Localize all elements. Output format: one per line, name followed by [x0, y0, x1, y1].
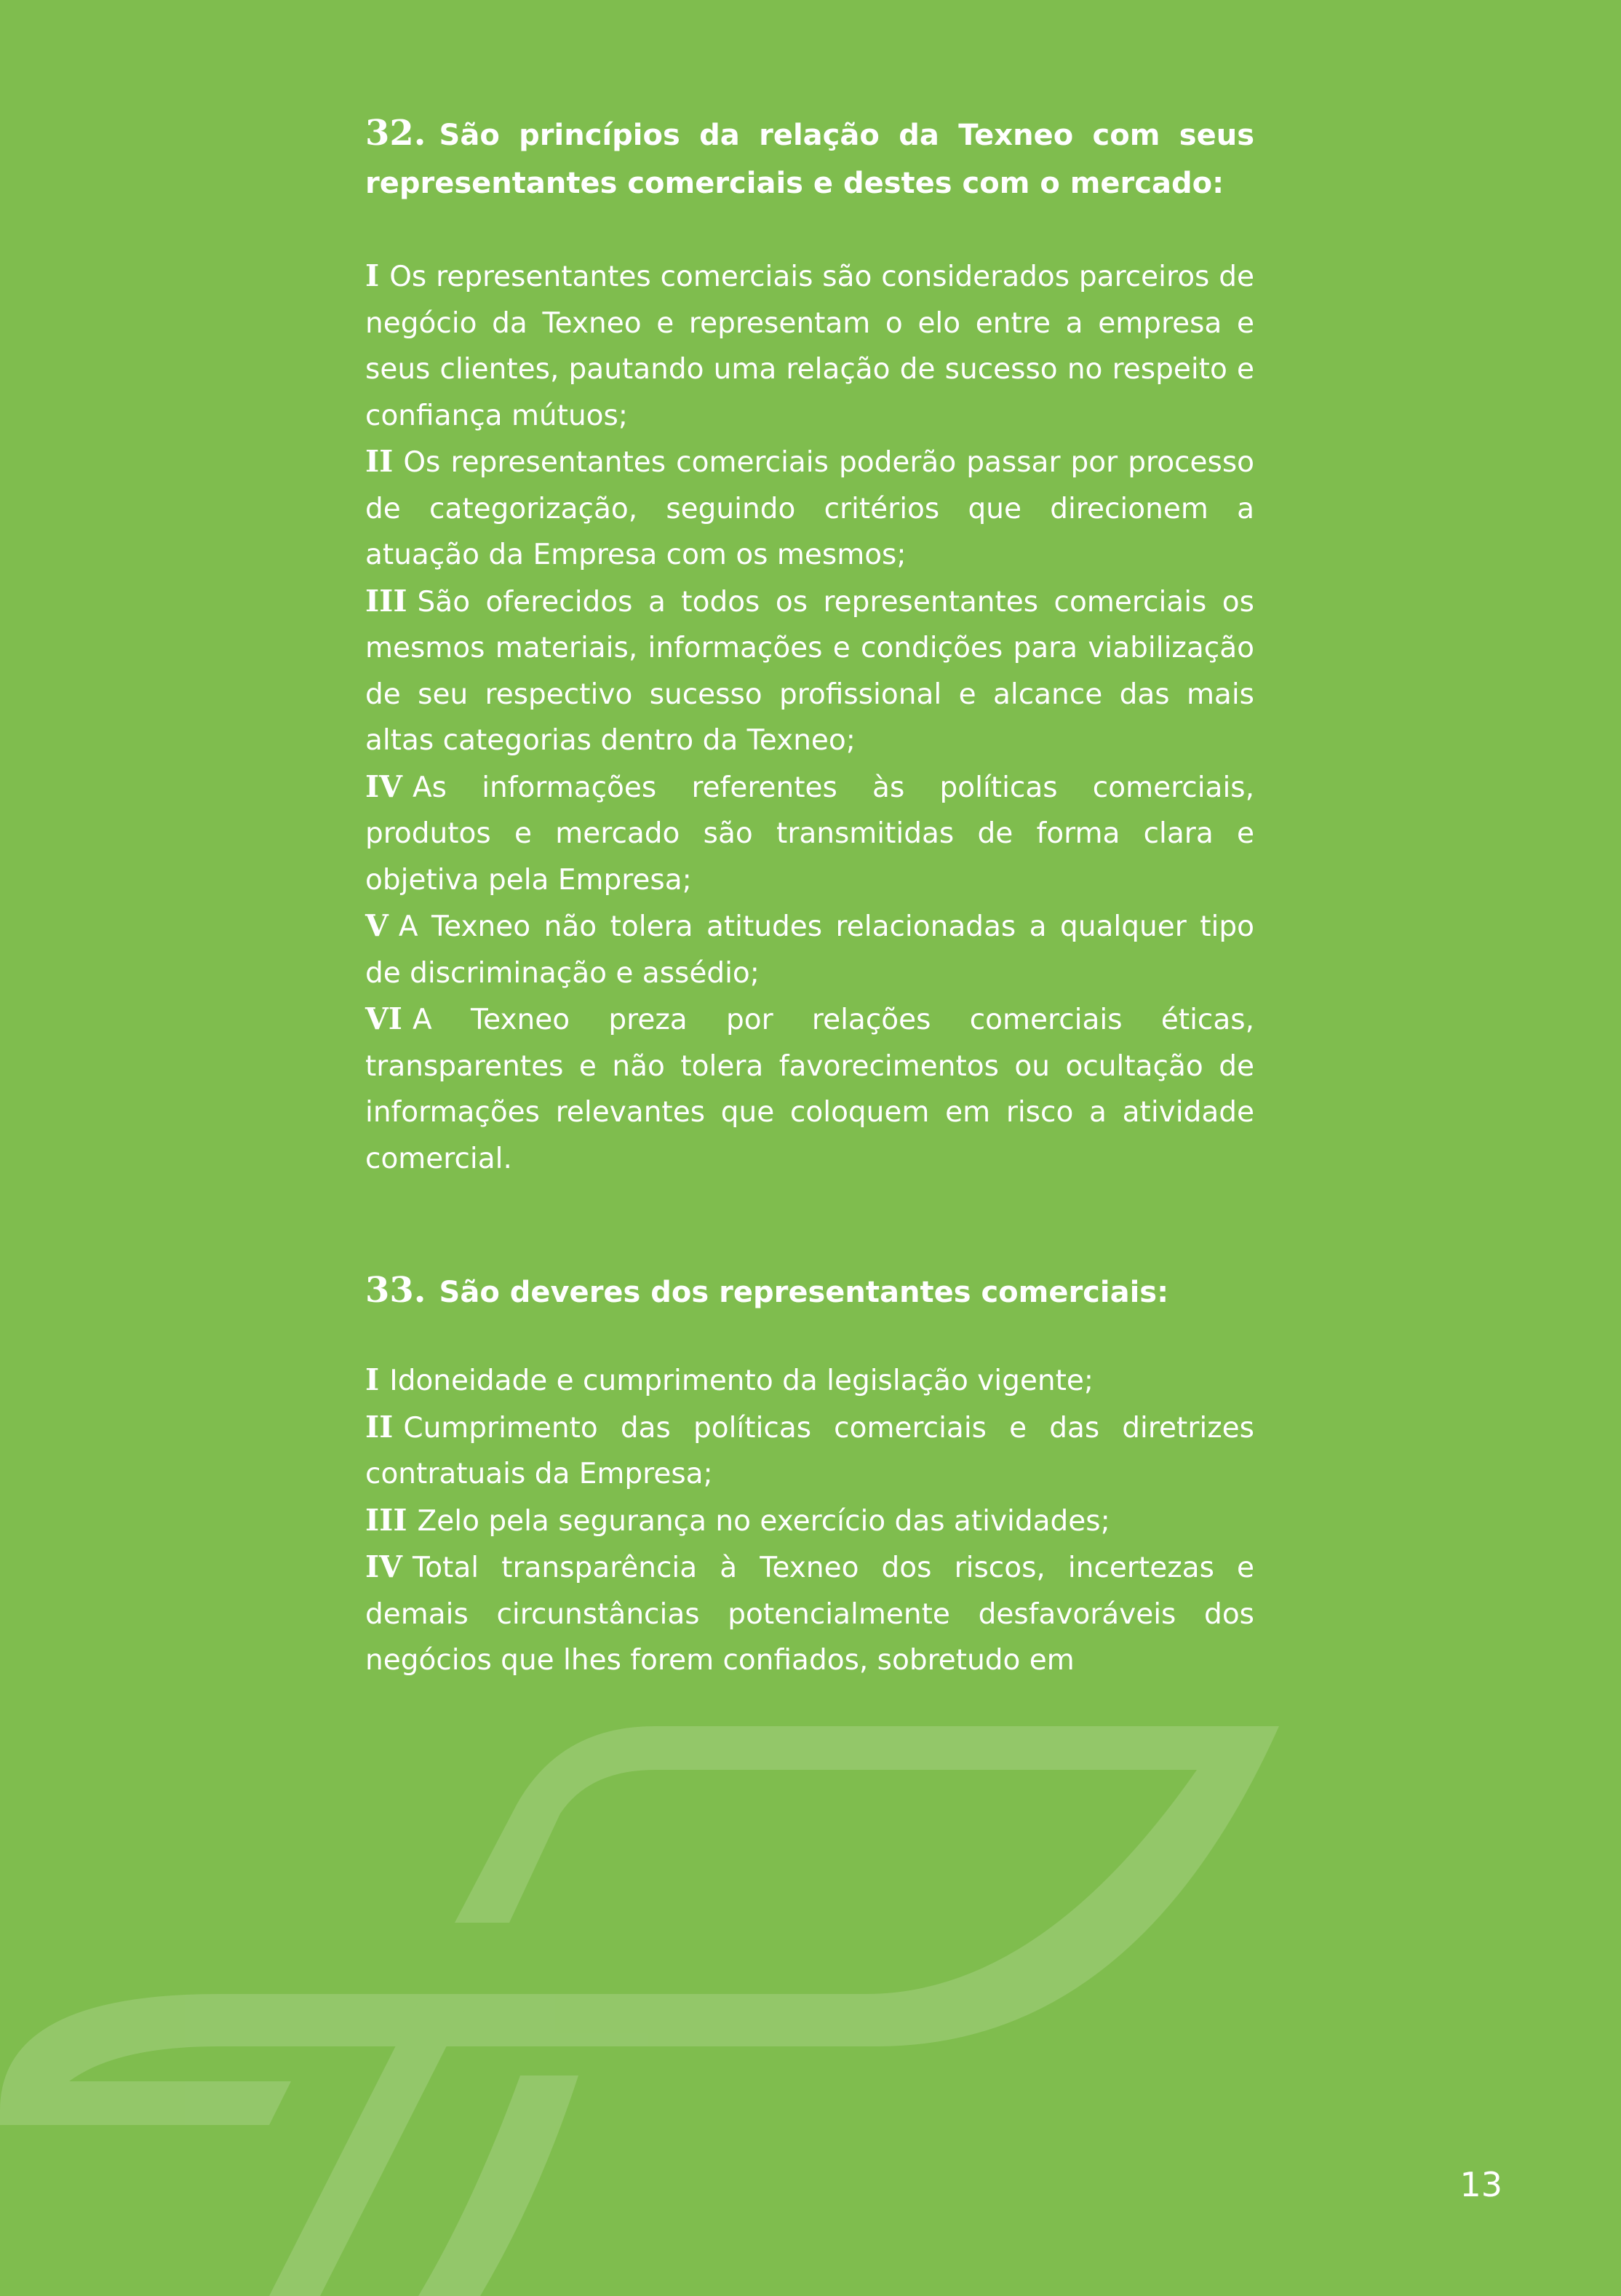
section-heading	[365, 109, 1254, 207]
list-item	[365, 253, 1254, 439]
section-33	[365, 1266, 1254, 1684]
item-text: Os representantes comerciais poderão passar por processo de categorização, seguindo critérios que direcionem a atuação da Empresa com os mesmos;	[365, 446, 1254, 571]
list-item	[365, 1405, 1254, 1498]
item-text: A Texneo preza por relações comerciais éticas, transparentes e não tolera favorecimentos ou ocultação de informações relevantes que coloquem em risco a atividade comercial.	[365, 1004, 1254, 1175]
section-heading	[365, 1266, 1254, 1316]
list-item	[365, 1357, 1254, 1405]
section-items	[365, 1357, 1254, 1684]
item-text: São oferecidos a todos os representantes comerciais os mesmos materiais, informações e condições para viabilização de seu respectivo sucesso profissional e alcance das mais altas categorias dentro da Texneo;	[365, 585, 1254, 757]
section-number: 33.	[365, 1270, 426, 1311]
section-title: São deveres dos representantes comerciais:	[439, 1276, 1169, 1309]
item-text: As informações referentes às políticas comerciais, produtos e mercado são transmitidas de forma clara e objetiva pela Empresa;	[365, 771, 1254, 897]
section-number: 32.	[365, 113, 426, 154]
roman-numeral: IV	[365, 768, 402, 804]
item-text: Os representantes comerciais são considerados parceiros de negócio da Texneo e representam o elo entre a empresa e seus clientes, pautando uma relação de sucesso no respeito e confiança mútuos;	[365, 261, 1254, 432]
item-text: Cumprimento das políticas comerciais e das diretrizes contratuais da Empresa;	[365, 1411, 1254, 1490]
roman-numeral: II	[365, 444, 394, 479]
roman-numeral: II	[365, 1409, 394, 1445]
list-item	[365, 439, 1254, 579]
item-text: Zelo pela segurança no exercício das atividades;	[417, 1504, 1110, 1538]
roman-numeral: I	[365, 1362, 380, 1397]
list-item	[365, 1544, 1254, 1684]
section-title: São princípios da relação da Texneo com seus representantes comerciais e destes com o mercado:	[365, 119, 1254, 200]
page-number: 13	[1459, 2165, 1502, 2204]
roman-numeral: VI	[365, 1001, 402, 1036]
list-item	[365, 996, 1254, 1182]
roman-numeral: III	[365, 583, 407, 619]
list-item	[365, 903, 1254, 996]
roman-numeral: III	[365, 1502, 407, 1538]
item-text: A Texneo não tolera atitudes relacionadas a qualquer tipo de discriminação e assédio;	[365, 910, 1254, 990]
roman-numeral: I	[365, 258, 380, 293]
item-text: Total transparência à Texneo dos riscos, incertezas e demais circunstâncias potencialmente desfavoráveis dos negócios que lhes forem confiados, sobretudo em	[365, 1552, 1254, 1677]
section-32	[365, 109, 1254, 1182]
list-item	[365, 1498, 1254, 1545]
list-item	[365, 764, 1254, 904]
item-text: Idoneidade e cumprimento da legislação vigente;	[389, 1365, 1094, 1397]
roman-numeral: IV	[365, 1549, 402, 1584]
list-item	[365, 579, 1254, 764]
section-items	[365, 253, 1254, 1182]
roman-numeral: V	[365, 908, 389, 943]
